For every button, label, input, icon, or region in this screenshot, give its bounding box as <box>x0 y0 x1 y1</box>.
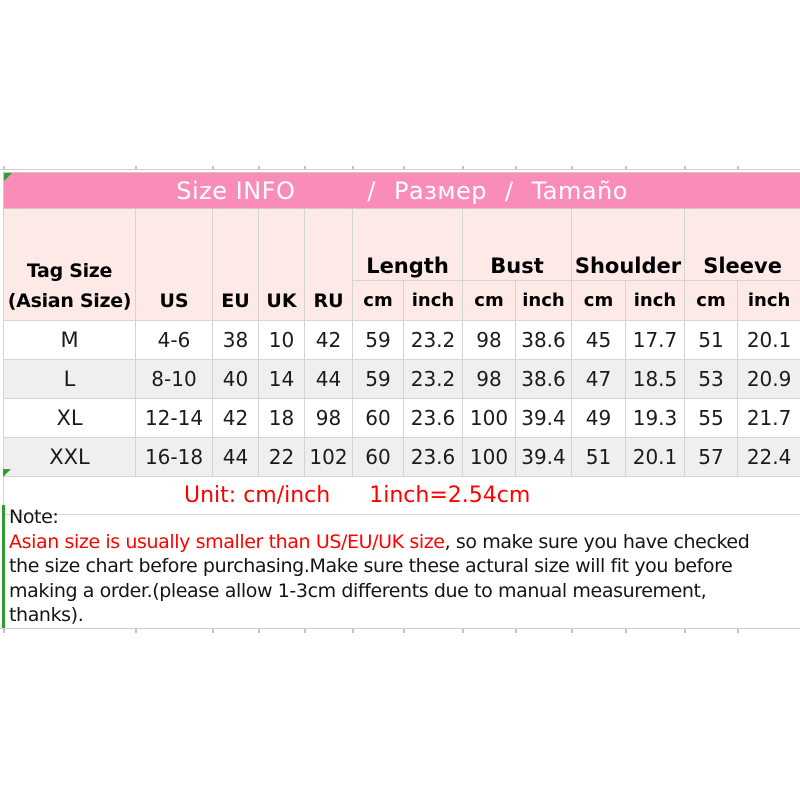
grid-tick <box>571 629 573 633</box>
us-value: 4-6 <box>136 321 213 360</box>
eu-value: 38 <box>213 321 259 360</box>
grid-tick <box>462 166 464 169</box>
grid-tick <box>352 629 354 633</box>
size-tag: M <box>4 321 136 360</box>
us-header: US <box>136 209 213 321</box>
sleeve-cm-value: 53 <box>685 360 738 399</box>
length-inch-value: 23.6 <box>404 399 463 438</box>
uk-value: 22 <box>259 438 305 477</box>
eu-header: EU <box>213 209 259 321</box>
table-row-xl <box>4 399 800 438</box>
cell-corner-marker-icon <box>3 469 11 477</box>
shoulder-cm-value: 45 <box>572 321 626 360</box>
eu-value: 40 <box>213 360 259 399</box>
length-cm-header: cm <box>353 281 404 321</box>
grid-tick <box>571 166 573 169</box>
title-row <box>4 173 800 209</box>
us-value: 8-10 <box>136 360 213 399</box>
tag-size-header-line1: Tag Size <box>26 260 113 283</box>
title-razmer: Размер <box>393 176 487 205</box>
note-block <box>2 505 800 628</box>
title-separator-2: / <box>504 176 514 205</box>
eu-value: 44 <box>213 438 259 477</box>
eu-value: 42 <box>213 399 259 438</box>
unit-conversion: 1inch=2.54cm <box>369 483 531 508</box>
size-tag: XL <box>4 399 136 438</box>
shoulder-inch-value: 19.3 <box>626 399 685 438</box>
uk-value: 18 <box>259 399 305 438</box>
grid-tick <box>3 166 5 169</box>
grid-tick <box>403 166 405 169</box>
grid-tick <box>135 629 137 633</box>
length-cm-value: 60 <box>353 399 404 438</box>
us-value: 16-18 <box>136 438 213 477</box>
size-tag: L <box>4 360 136 399</box>
grid-tick <box>135 166 137 169</box>
uk-value: 10 <box>259 321 305 360</box>
table-row-xxl <box>4 438 800 477</box>
sleeve-group-header: Sleeve <box>685 209 800 281</box>
length-inch-header: inch <box>404 281 463 321</box>
us-value: 12-14 <box>136 399 213 438</box>
grid-tick <box>403 629 405 633</box>
ru-value: 102 <box>305 438 353 477</box>
grid-tick <box>304 629 306 633</box>
shoulder-inch-value: 18.5 <box>626 360 685 399</box>
note-line2-rest: , so make sure you have checked <box>444 530 750 553</box>
grid-tick <box>515 629 517 633</box>
length-inch-value: 23.2 <box>404 360 463 399</box>
shoulder-cm-value: 49 <box>572 399 626 438</box>
grid-tick <box>212 629 214 633</box>
sleeve-inch-value: 22.4 <box>738 438 800 477</box>
sleeve-cm-header: cm <box>685 281 738 321</box>
unit-label: Unit: cm/inch <box>184 483 331 508</box>
title-tamano: Tamaño <box>531 176 628 205</box>
ru-value: 98 <box>305 399 353 438</box>
ru-header: RU <box>305 209 353 321</box>
shoulder-cm-value: 51 <box>572 438 626 477</box>
length-cm-value: 60 <box>353 438 404 477</box>
note-line: making a order.(please allow 1-3cm differents due to manual measurement, <box>9 579 707 602</box>
shoulder-group-header: Shoulder <box>572 209 685 281</box>
bottom-gridline <box>0 628 800 629</box>
sleeve-inch-value: 21.7 <box>738 399 800 438</box>
table-row-l <box>4 360 800 399</box>
grid-tick <box>352 166 354 169</box>
sleeve-cm-value: 57 <box>685 438 738 477</box>
uk-header: UK <box>259 209 305 321</box>
bust-inch-value: 39.4 <box>516 399 572 438</box>
grid-tick <box>212 166 214 169</box>
bust-inch-value: 38.6 <box>516 360 572 399</box>
group-header-row <box>4 209 800 281</box>
length-inch-value: 23.2 <box>404 321 463 360</box>
grid-tick <box>304 166 306 169</box>
title-separator-1: / <box>367 176 376 205</box>
bust-cm-value: 98 <box>463 321 516 360</box>
shoulder-cm-header: cm <box>572 281 626 321</box>
note-warning-red: Asian size is usually smaller than US/EU/UK size <box>9 530 445 553</box>
grid-tick <box>258 629 260 633</box>
tag-size-header <box>4 209 136 321</box>
shoulder-inch-value: 20.1 <box>626 438 685 477</box>
sleeve-inch-value: 20.9 <box>738 360 800 399</box>
sleeve-inch-value: 20.1 <box>738 321 800 360</box>
bust-inch-value: 38.6 <box>516 321 572 360</box>
note-line: thanks). <box>9 604 84 626</box>
shoulder-inch-header: inch <box>626 281 685 321</box>
bust-cm-value: 100 <box>463 399 516 438</box>
ru-value: 44 <box>305 360 353 399</box>
top-gridline <box>0 169 800 170</box>
grid-tick <box>515 166 517 169</box>
size-tag: XXL <box>4 438 136 477</box>
size-table <box>3 172 800 515</box>
title-bar <box>4 173 800 209</box>
bust-inch-value: 39.4 <box>516 438 572 477</box>
grid-tick <box>737 166 739 169</box>
shoulder-cm-value: 47 <box>572 360 626 399</box>
grid-tick <box>684 629 686 633</box>
bust-group-header: Bust <box>463 209 572 281</box>
grid-tick <box>625 629 627 633</box>
grid-tick <box>625 166 627 169</box>
cell-corner-marker-icon <box>4 173 12 181</box>
note-line: the size chart before purchasing.Make sure these actural size will fit you before <box>9 555 733 577</box>
uk-value: 14 <box>259 360 305 399</box>
shoulder-inch-value: 17.7 <box>626 321 685 360</box>
ru-value: 42 <box>305 321 353 360</box>
length-cm-value: 59 <box>353 360 404 399</box>
grid-tick <box>684 166 686 169</box>
bust-inch-header: inch <box>516 281 572 321</box>
note-label: Note: <box>9 506 59 528</box>
sleeve-cm-value: 55 <box>685 399 738 438</box>
length-cm-value: 59 <box>353 321 404 360</box>
bust-cm-header: cm <box>463 281 516 321</box>
note-line <box>9 530 800 555</box>
length-inch-value: 23.6 <box>404 438 463 477</box>
bust-cm-value: 100 <box>463 438 516 477</box>
title-size-info: Size INFO <box>176 176 296 205</box>
grid-tick <box>462 629 464 633</box>
bust-cm-value: 98 <box>463 360 516 399</box>
grid-tick <box>737 629 739 633</box>
grid-tick <box>3 629 5 633</box>
grid-tick <box>258 166 260 169</box>
sleeve-inch-header: inch <box>738 281 800 321</box>
length-group-header: Length <box>353 209 463 281</box>
table-row-m <box>4 321 800 360</box>
sleeve-cm-value: 51 <box>685 321 738 360</box>
tag-size-header-line2: (Asian Size) <box>7 289 132 312</box>
